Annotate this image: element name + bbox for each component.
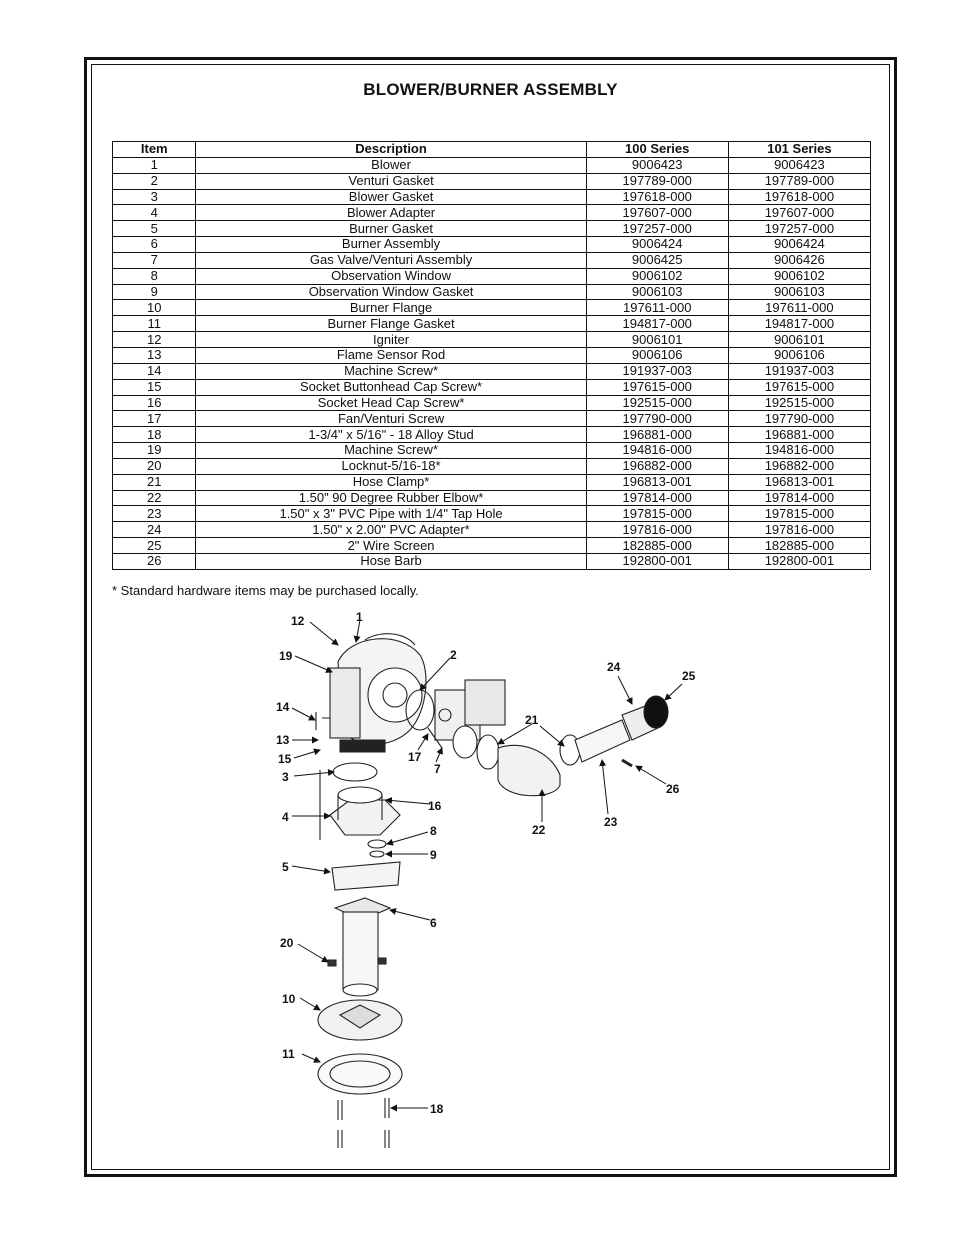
cell-description: 1.50" x 2.00" PVC Adapter* bbox=[196, 522, 586, 538]
cell-101-series: 197790-000 bbox=[728, 411, 870, 427]
cell-101-series: 9006423 bbox=[728, 157, 870, 173]
cell-item: 14 bbox=[113, 363, 196, 379]
table-row bbox=[113, 173, 871, 189]
cell-101-series: 191937-003 bbox=[728, 363, 870, 379]
table-row bbox=[113, 411, 871, 427]
cell-description: Burner Flange Gasket bbox=[196, 316, 586, 332]
cell-item: 4 bbox=[113, 205, 196, 221]
cell-101-series: 9006102 bbox=[728, 268, 870, 284]
cell-description: Gas Valve/Venturi Assembly bbox=[196, 252, 586, 268]
callout-19: 19 bbox=[279, 649, 293, 663]
cell-101-series: 197257-000 bbox=[728, 221, 870, 237]
burner-flange-gasket-drawing bbox=[318, 1054, 402, 1094]
callout-24: 24 bbox=[607, 660, 621, 674]
cell-description: Burner Gasket bbox=[196, 221, 586, 237]
exploded-assembly-diagram bbox=[270, 600, 720, 1160]
cell-101-series: 197615-000 bbox=[728, 379, 870, 395]
table-row bbox=[113, 379, 871, 395]
table-row bbox=[113, 237, 871, 253]
cell-item: 18 bbox=[113, 427, 196, 443]
cell-101-series: 9006106 bbox=[728, 347, 870, 363]
table-row bbox=[113, 300, 871, 316]
cell-100-series: 9006103 bbox=[586, 284, 728, 300]
callout-21: 21 bbox=[525, 713, 539, 727]
cell-101-series: 197816-000 bbox=[728, 522, 870, 538]
cell-101-series: 196882-000 bbox=[728, 458, 870, 474]
cell-item: 7 bbox=[113, 252, 196, 268]
cell-item: 3 bbox=[113, 189, 196, 205]
pvc-pipe-drawing bbox=[575, 720, 630, 762]
locknut-2-drawing bbox=[378, 958, 386, 964]
table-row bbox=[113, 490, 871, 506]
callout-13: 13 bbox=[276, 733, 290, 747]
table-row bbox=[113, 252, 871, 268]
table-row bbox=[113, 332, 871, 348]
cell-101-series: 192515-000 bbox=[728, 395, 870, 411]
callout-6: 6 bbox=[430, 916, 437, 930]
cell-item: 15 bbox=[113, 379, 196, 395]
header-100-series: 100 Series bbox=[586, 142, 728, 158]
cell-100-series: 9006425 bbox=[586, 252, 728, 268]
cell-item: 21 bbox=[113, 474, 196, 490]
blower-gasket-drawing bbox=[333, 763, 377, 781]
cell-100-series: 9006101 bbox=[586, 332, 728, 348]
callout-11: 11 bbox=[282, 1047, 295, 1061]
callout-4: 4 bbox=[282, 810, 289, 824]
table-row bbox=[113, 474, 871, 490]
table-row bbox=[113, 538, 871, 554]
screw-drawing bbox=[316, 712, 330, 730]
cell-description: Blower Gasket bbox=[196, 189, 586, 205]
callout-9: 9 bbox=[430, 848, 437, 862]
burner-gasket-drawing bbox=[332, 862, 400, 890]
table-row bbox=[113, 553, 871, 569]
callout-1: 1 bbox=[356, 610, 363, 624]
gas-valve-drawing bbox=[428, 680, 505, 758]
cell-description: Venturi Gasket bbox=[196, 173, 586, 189]
cell-description: Observation Window bbox=[196, 268, 586, 284]
table-header-row bbox=[113, 142, 871, 158]
header-item: Item bbox=[113, 142, 196, 158]
table-row bbox=[113, 458, 871, 474]
blower-adapter-drawing bbox=[330, 787, 400, 835]
observation-window-gasket-drawing bbox=[370, 851, 384, 857]
header-101-series: 101 Series bbox=[728, 142, 870, 158]
callout-3: 3 bbox=[282, 770, 289, 784]
cell-100-series: 197607-000 bbox=[586, 205, 728, 221]
cell-description: Hose Barb bbox=[196, 553, 586, 569]
cell-101-series: 194817-000 bbox=[728, 316, 870, 332]
table-row bbox=[113, 157, 871, 173]
table-row bbox=[113, 443, 871, 459]
cell-item: 26 bbox=[113, 553, 196, 569]
table-row bbox=[113, 316, 871, 332]
cell-description: Socket Head Cap Screw* bbox=[196, 395, 586, 411]
table-row bbox=[113, 522, 871, 538]
cell-item: 6 bbox=[113, 237, 196, 253]
callout-2: 2 bbox=[450, 648, 457, 662]
cell-100-series: 9006424 bbox=[586, 237, 728, 253]
cell-101-series: 197815-000 bbox=[728, 506, 870, 522]
cell-101-series: 197607-000 bbox=[728, 205, 870, 221]
cell-100-series: 196813-001 bbox=[586, 474, 728, 490]
table-row bbox=[113, 268, 871, 284]
cell-100-series: 197814-000 bbox=[586, 490, 728, 506]
cell-101-series: 197618-000 bbox=[728, 189, 870, 205]
cell-101-series: 9006103 bbox=[728, 284, 870, 300]
callout-23: 23 bbox=[604, 815, 618, 829]
cell-description: Burner Assembly bbox=[196, 237, 586, 253]
table-row bbox=[113, 347, 871, 363]
cell-101-series: 197611-000 bbox=[728, 300, 870, 316]
observation-window-drawing bbox=[368, 840, 386, 848]
cell-description: Burner Flange bbox=[196, 300, 586, 316]
callout-7: 7 bbox=[434, 762, 441, 776]
cell-item: 12 bbox=[113, 332, 196, 348]
wire-screen-drawing bbox=[644, 696, 668, 728]
cell-item: 11 bbox=[113, 316, 196, 332]
table-row bbox=[113, 189, 871, 205]
cell-item: 9 bbox=[113, 284, 196, 300]
cell-100-series: 9006102 bbox=[586, 268, 728, 284]
cell-item: 23 bbox=[113, 506, 196, 522]
footnote: * Standard hardware items may be purchased locally. bbox=[112, 583, 419, 598]
header-description: Description bbox=[196, 142, 586, 158]
cell-100-series: 197611-000 bbox=[586, 300, 728, 316]
cell-description: Fan/Venturi Screw bbox=[196, 411, 586, 427]
table-row bbox=[113, 506, 871, 522]
cell-101-series: 9006426 bbox=[728, 252, 870, 268]
cell-100-series: 194817-000 bbox=[586, 316, 728, 332]
cell-description: Igniter bbox=[196, 332, 586, 348]
callout-22: 22 bbox=[532, 823, 546, 837]
cell-101-series: 192800-001 bbox=[728, 553, 870, 569]
callout-17: 17 bbox=[408, 750, 422, 764]
cell-101-series: 194816-000 bbox=[728, 443, 870, 459]
cell-100-series: 197615-000 bbox=[586, 379, 728, 395]
callout-20: 20 bbox=[280, 936, 294, 950]
callout-10: 10 bbox=[282, 992, 296, 1006]
cell-100-series: 197618-000 bbox=[586, 189, 728, 205]
table-row bbox=[113, 427, 871, 443]
callout-15: 15 bbox=[278, 752, 292, 766]
callout-12: 12 bbox=[291, 614, 305, 628]
cell-100-series: 196881-000 bbox=[586, 427, 728, 443]
cell-101-series: 9006424 bbox=[728, 237, 870, 253]
cell-item: 22 bbox=[113, 490, 196, 506]
page-title: BLOWER/BURNER ASSEMBLY bbox=[363, 80, 618, 99]
cell-description: Flame Sensor Rod bbox=[196, 347, 586, 363]
cell-100-series: 197789-000 bbox=[586, 173, 728, 189]
cell-item: 16 bbox=[113, 395, 196, 411]
cell-description: 1.50" x 3" PVC Pipe with 1/4" Tap Hole bbox=[196, 506, 586, 522]
parts-table bbox=[112, 141, 871, 570]
cell-description: Machine Screw* bbox=[196, 363, 586, 379]
blower-drawing bbox=[330, 634, 426, 752]
hose-clamp-drawing bbox=[477, 735, 499, 769]
cell-101-series: 9006101 bbox=[728, 332, 870, 348]
callout-16: 16 bbox=[428, 799, 442, 813]
cell-item: 2 bbox=[113, 173, 196, 189]
callout-18: 18 bbox=[430, 1102, 444, 1116]
hose-barb-drawing bbox=[622, 760, 632, 766]
cell-item: 19 bbox=[113, 443, 196, 459]
cell-100-series: 197815-000 bbox=[586, 506, 728, 522]
cell-101-series: 196881-000 bbox=[728, 427, 870, 443]
cell-100-series: 194816-000 bbox=[586, 443, 728, 459]
cell-100-series: 197816-000 bbox=[586, 522, 728, 538]
cell-item: 24 bbox=[113, 522, 196, 538]
cell-100-series: 9006106 bbox=[586, 347, 728, 363]
cell-item: 20 bbox=[113, 458, 196, 474]
cell-100-series: 182885-000 bbox=[586, 538, 728, 554]
cell-description: Blower bbox=[196, 157, 586, 173]
cell-item: 1 bbox=[113, 157, 196, 173]
cell-101-series: 196813-001 bbox=[728, 474, 870, 490]
cell-100-series: 196882-000 bbox=[586, 458, 728, 474]
cell-description: 2" Wire Screen bbox=[196, 538, 586, 554]
table-row bbox=[113, 221, 871, 237]
cell-100-series: 197257-000 bbox=[586, 221, 728, 237]
callout-5: 5 bbox=[282, 860, 289, 874]
cell-100-series: 197790-000 bbox=[586, 411, 728, 427]
cell-description: Machine Screw* bbox=[196, 443, 586, 459]
rubber-elbow-drawing bbox=[498, 745, 560, 795]
burner-assembly-drawing bbox=[335, 898, 390, 996]
cell-100-series: 9006423 bbox=[586, 157, 728, 173]
table-row bbox=[113, 363, 871, 379]
cell-item: 25 bbox=[113, 538, 196, 554]
locknut-drawing bbox=[328, 960, 336, 966]
table-row bbox=[113, 395, 871, 411]
cell-description: 1-3/4" x 5/16" - 18 Alloy Stud bbox=[196, 427, 586, 443]
cell-description: Socket Buttonhead Cap Screw* bbox=[196, 379, 586, 395]
cell-100-series: 192515-000 bbox=[586, 395, 728, 411]
callout-8: 8 bbox=[430, 824, 437, 838]
cell-item: 8 bbox=[113, 268, 196, 284]
cell-item: 10 bbox=[113, 300, 196, 316]
cell-100-series: 191937-003 bbox=[586, 363, 728, 379]
callout-25: 25 bbox=[682, 669, 696, 683]
cell-description: Locknut-5/16-18* bbox=[196, 458, 586, 474]
cell-item: 17 bbox=[113, 411, 196, 427]
cell-description: Observation Window Gasket bbox=[196, 284, 586, 300]
callout-14: 14 bbox=[276, 700, 290, 714]
alloy-stud-drawing bbox=[338, 1098, 389, 1120]
cell-description: Hose Clamp* bbox=[196, 474, 586, 490]
cell-101-series: 197789-000 bbox=[728, 173, 870, 189]
table-row bbox=[113, 284, 871, 300]
callout-26: 26 bbox=[666, 782, 680, 796]
alloy-stud-2-drawing bbox=[338, 1130, 389, 1148]
cell-101-series: 182885-000 bbox=[728, 538, 870, 554]
cell-description: Blower Adapter bbox=[196, 205, 586, 221]
cell-description: 1.50" 90 Degree Rubber Elbow* bbox=[196, 490, 586, 506]
cell-item: 13 bbox=[113, 347, 196, 363]
cell-101-series: 197814-000 bbox=[728, 490, 870, 506]
parts-table-body bbox=[113, 157, 871, 569]
cell-100-series: 192800-001 bbox=[586, 553, 728, 569]
table-row bbox=[113, 205, 871, 221]
cell-item: 5 bbox=[113, 221, 196, 237]
